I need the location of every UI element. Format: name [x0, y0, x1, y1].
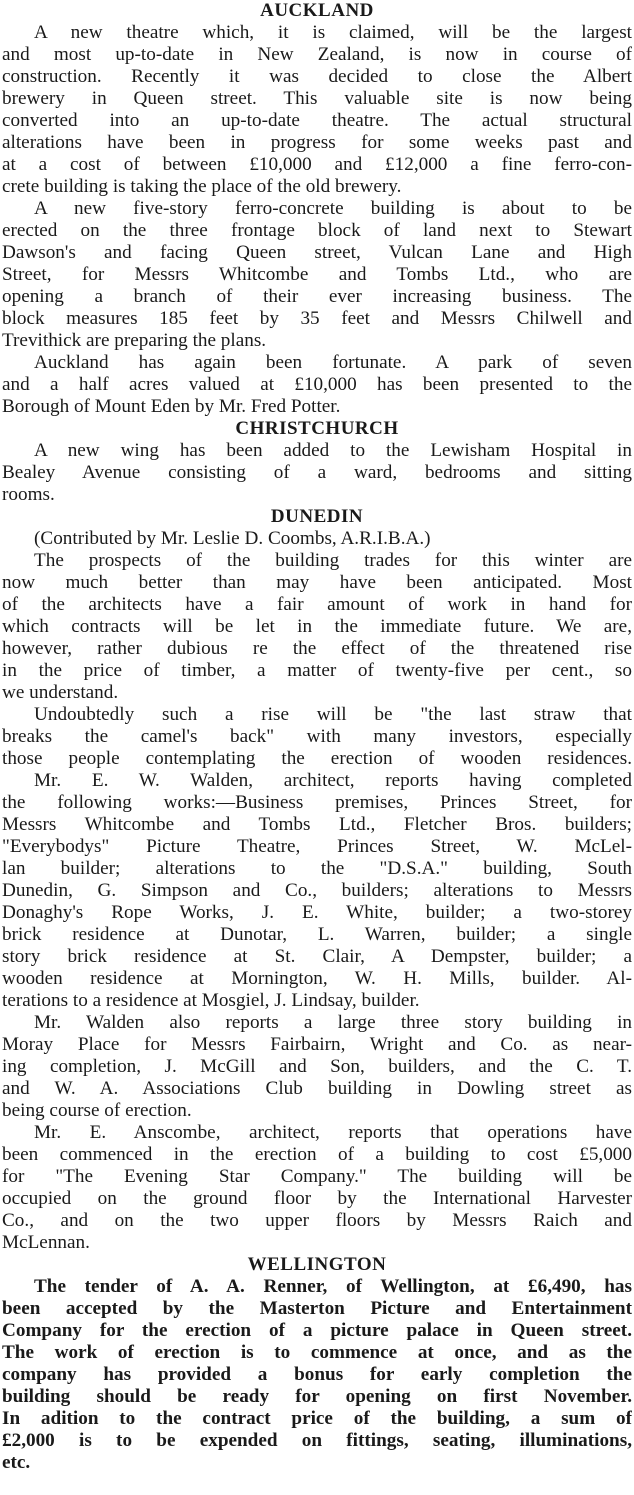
text-line: those people contemplating the erection of wooden residences. — [2, 748, 632, 769]
text-line: breaks the camel's back" with many investors, especially — [2, 726, 632, 747]
text-line: now much better than may have been anticipated. Most — [2, 572, 632, 593]
text-line: erected on the three frontage block of land next to Stewart — [2, 220, 632, 241]
text-line: for "The Evening Star Company." The building will be — [2, 1166, 632, 1187]
text-line: rooms. — [2, 484, 55, 505]
text-line: construction. Recently it was decided to close the Albert — [2, 66, 632, 87]
text-line: Auckland has again been fortunate. A park of seven — [34, 352, 632, 373]
text-line: The work of erection is to commence at once, and as the — [2, 1342, 632, 1363]
paragraph — [2, 704, 632, 770]
text-line: Company for the erection of a picture palace in Queen street. — [2, 1320, 632, 1341]
text-line: Dawson's and facing Queen street, Vulcan Lane and High — [2, 242, 632, 263]
text-line: A new wing has been added to the Lewisham Hospital in — [34, 440, 632, 461]
text-line: at a cost of between £10,000 and £12,000 a fine ferro-con- — [2, 154, 632, 175]
text-line: the following works:—Business premises, Princes Street, for — [2, 792, 632, 813]
text-line: been commenced in the erection of a building to cost £5,000 — [2, 1144, 632, 1165]
text-line: wooden residence at Mornington, W. H. Mills, builder. Al- — [2, 968, 632, 989]
text-line: Messrs Whitcombe and Tombs Ltd., Fletcher Bros. builders; — [2, 814, 632, 835]
text-line: been accepted by the Masterton Picture and Entertainment — [2, 1298, 632, 1319]
text-line: however, rather dubious re the effect of the threatened rise — [2, 638, 632, 659]
text-line: being course of erection. — [2, 1100, 192, 1121]
paragraph — [2, 22, 632, 198]
text-line: "Everybodys" Picture Theatre, Princes Street, W. McLel- — [2, 836, 632, 857]
text-line: converted into an up-to-date theatre. The actual structural — [2, 110, 632, 131]
text-line: McLennan. — [2, 1232, 90, 1253]
text-line: opening a branch of their ever increasing business. The — [2, 286, 632, 307]
section-heading-auckland: AUCKLAND — [260, 0, 374, 21]
paragraph — [2, 440, 632, 506]
text-line: Borough of Mount Eden by Mr. Fred Potter. — [2, 396, 341, 417]
text-line: crete building is taking the place of the old brewery. — [2, 176, 402, 197]
text-line: block measures 185 feet by 35 feet and Messrs Chilwell and — [2, 308, 632, 329]
text-line: etc. — [2, 1452, 31, 1473]
text-line: Bealey Avenue consisting of a ward, bedrooms and sitting — [2, 462, 632, 483]
text-line: terations to a residence at Mosgiel, J. Lindsay, builder. — [2, 990, 420, 1011]
text-line: Donaghy's Rope Works, J. E. White, builder; a two-storey — [2, 902, 632, 923]
text-line: which contracts will be let in the immediate future. We are, — [2, 616, 632, 637]
text-line: A new theatre which, it is claimed, will be the largest — [34, 22, 632, 43]
text-line: lan builder; alterations to the "D.S.A." building, South — [2, 858, 632, 879]
text-line: Undoubtedly such a rise will be "the last straw that — [34, 704, 632, 725]
text-line: in the price of timber, a matter of twenty-five per cent., so — [2, 660, 632, 681]
text-line: alterations have been in progress for some weeks past and — [2, 132, 632, 153]
text-line: The prospects of the building trades for this winter are — [34, 550, 632, 571]
text-line: and most up-to-date in New Zealand, is now in course of — [2, 44, 632, 65]
text-line: Mr. E. W. Walden, architect, reports having completed — [34, 770, 632, 791]
section-heading-wellington: WELLINGTON — [247, 1254, 387, 1275]
section-wellington — [2, 1254, 632, 1474]
text-line: Moray Place for Messrs Fairbairn, Wright and Co. as near- — [2, 1034, 632, 1055]
text-line: occupied on the ground floor by the International Harvester — [2, 1188, 632, 1209]
paragraph — [2, 1276, 632, 1474]
text-line: A new five-story ferro-concrete building is about to be — [34, 198, 632, 219]
paragraph — [2, 352, 632, 418]
text-line: Mr. E. Anscombe, architect, reports that operations have — [34, 1122, 632, 1143]
section-heading-christchurch: CHRISTCHURCH — [235, 418, 399, 439]
text-line: Trevithick are preparing the plans. — [2, 330, 267, 351]
text-line: Street, for Messrs Whitcombe and Tombs Ltd., who are — [2, 264, 632, 285]
text-line: story brick residence at St. Clair, A Dempster, builder; a — [2, 946, 632, 967]
section-heading-dunedin: DUNEDIN — [270, 506, 364, 527]
text-line: building should be ready for opening on first November. — [2, 1386, 632, 1407]
text-line: Mr. Walden also reports a large three story building in — [34, 1012, 632, 1033]
paragraph — [2, 1012, 632, 1122]
text-line: £2,000 is to be expended on fittings, seating, illuminations, — [2, 1430, 632, 1451]
text-line: Dunedin, G. Simpson and Co., builders; alterations to Messrs — [2, 880, 632, 901]
text-line: we understand. — [2, 682, 119, 703]
section-auckland — [2, 0, 632, 418]
text-line: brewery in Queen street. This valuable site is now being — [2, 88, 632, 109]
paragraph — [2, 550, 632, 704]
section-dunedin — [2, 506, 632, 1254]
text-line: and W. A. Associations Club building in Dowling street as — [2, 1078, 632, 1099]
text-line: of the architects have a fair amount of work in hand for — [2, 594, 632, 615]
section-christchurch — [2, 418, 632, 506]
text-line: In adition to the contract price of the building, a sum of — [2, 1408, 632, 1429]
paragraph — [2, 770, 632, 1012]
byline: (Contributed by Mr. Leslie D. Coombs, A.R.I.B.A.) — [34, 528, 431, 549]
text-line: The tender of A. A. Renner, of Wellington, at £6,490, has — [34, 1276, 632, 1297]
text-line: Co., and on the two upper floors by Messrs Raich and — [2, 1210, 632, 1231]
text-line: ing completion, J. McGill and Son, builders, and the C. T. — [2, 1056, 632, 1077]
text-line: and a half acres valued at £10,000 has been presented to the — [2, 374, 632, 395]
paragraph — [2, 1122, 632, 1254]
text-line: company has provided a bonus for early completion the — [2, 1364, 632, 1385]
text-line: brick residence at Dunotar, L. Warren, builder; a single — [2, 924, 632, 945]
paragraph — [2, 198, 632, 352]
